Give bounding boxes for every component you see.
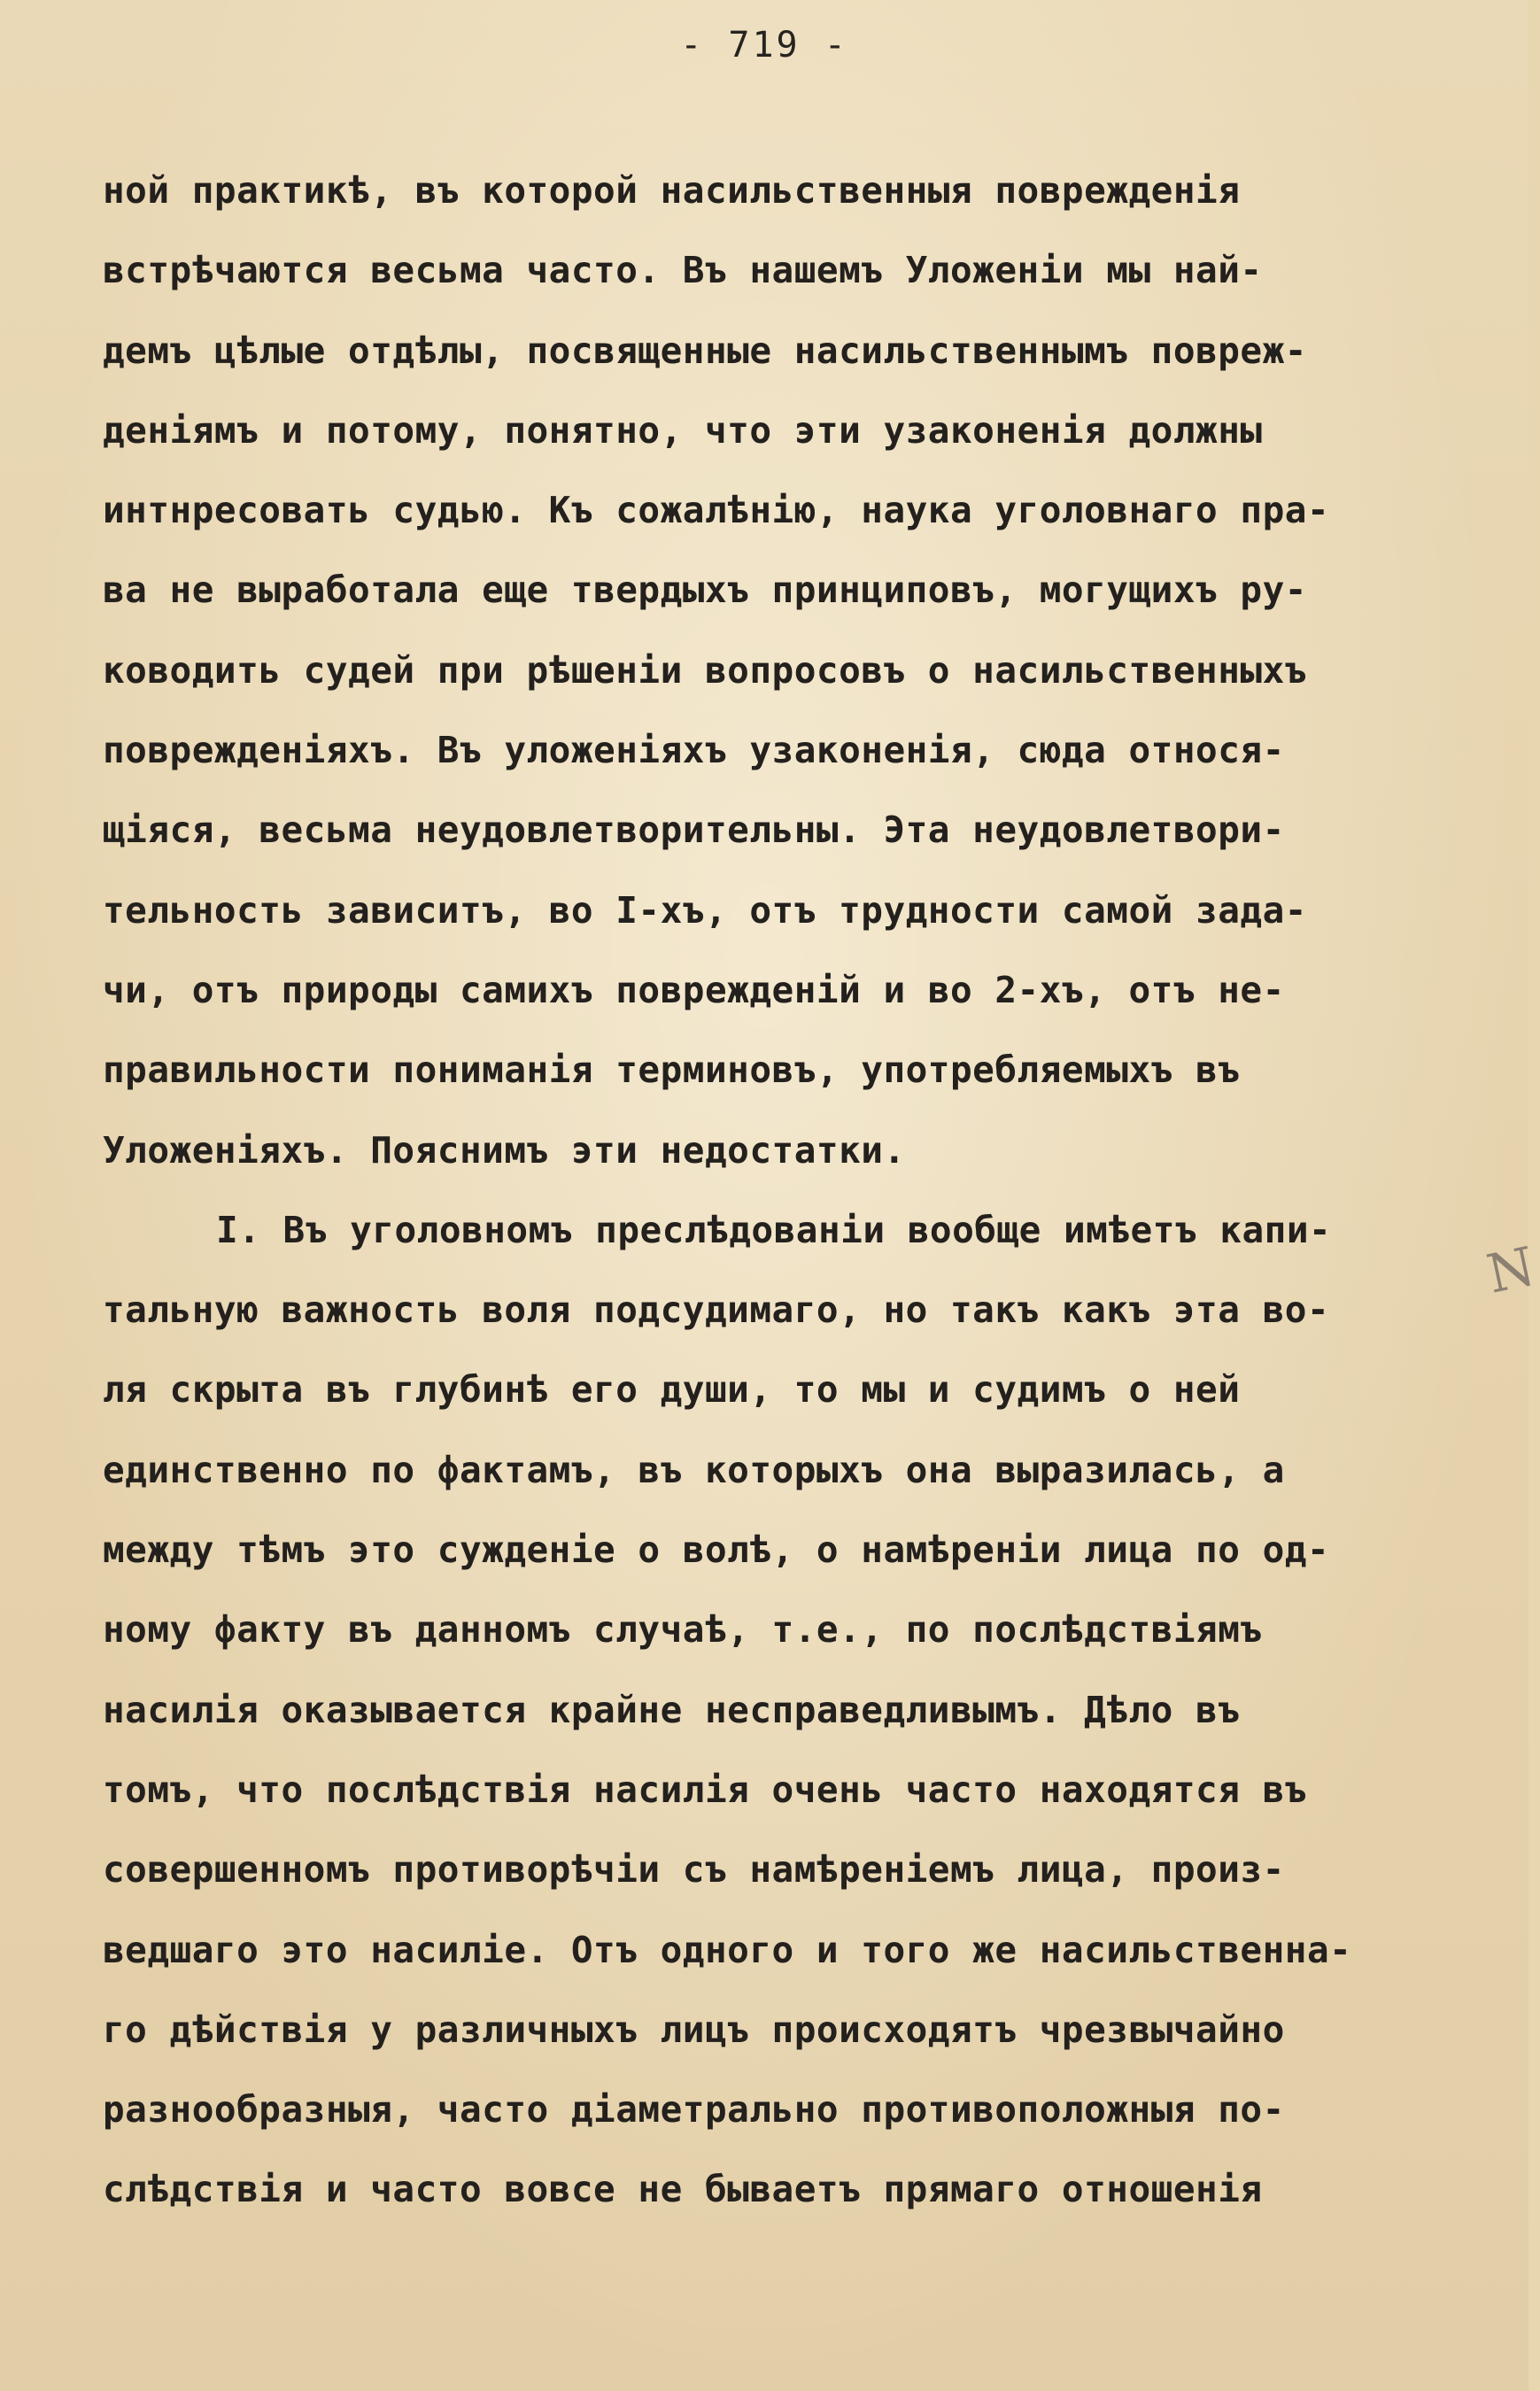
text-line: тальную важность воля подсудимаго, но такъ какъ эта во- (103, 1288, 1330, 1332)
text-line: интнресовать судью. Къ сожалѣнію, наука уголовнаго пра- (103, 489, 1330, 532)
text-line: совершенномъ противорѣчіи съ намѣреніемъ лица, произ- (103, 1848, 1285, 1892)
text-line: чи, отъ природы самихъ поврежденій и во 2-хъ, отъ не- (103, 968, 1285, 1011)
text-line: правильности пониманія терминовъ, употребляемыхъ въ (103, 1048, 1241, 1092)
text-line: поврежденіяхъ. Въ уложеніяхъ узаконенія, сюда относя- (103, 729, 1285, 772)
text-line: ля скрыта въ глубинѣ его души, то мы и судимъ о ней (103, 1368, 1241, 1412)
page-number: - 719 - (680, 25, 848, 66)
text-line: ведшаго это насиліе. Отъ одного и того же насильственна- (103, 1928, 1352, 1971)
body-text (103, 151, 1484, 2230)
text-line: деніямъ и потому, понятно, что эти узаконенія должны (103, 408, 1263, 452)
text-line: го дѣйствія у различныхъ лицъ происходятъ чрезвычайно (103, 2008, 1285, 2051)
text-line: ному факту въ данномъ случаѣ, т.е., по послѣдствіямъ (103, 1608, 1263, 1652)
text-line: тельность зависитъ, во I-хъ, отъ трудности самой зада- (103, 888, 1307, 932)
text-line: Уложеніяхъ. Пояснимъ эти недостатки. (103, 1128, 906, 1172)
text-line: между тѣмъ это сужденіе о волѣ, о намѣреніи лица по од- (103, 1528, 1330, 1572)
text-line: единственно по фактамъ, въ которыхъ она выразилась, а (103, 1448, 1285, 1491)
text-line: щіяся, весьма неудовлетворительны. Эта неудовлетвори- (103, 809, 1285, 852)
text-line: встрѣчаются весьма часто. Въ нашемъ Уложеніи мы най- (103, 249, 1263, 292)
text-line: ководить судей при рѣшеніи вопросовъ о насильственныхъ (103, 648, 1307, 692)
text-line: томъ, что послѣдствія насилія очень часто находятся въ (103, 1768, 1307, 1811)
text-line: ва не выработала еще твердыхъ принциповъ, могущихъ ру- (103, 569, 1307, 612)
text-line: ной практикѣ, въ которой насильственныя поврежденія (103, 169, 1241, 212)
text-line: демъ цѣлые отдѣлы, посвященные насильственнымъ повреж- (103, 329, 1307, 372)
text-line: насилія оказывается крайне несправедливымъ. Дѣло въ (103, 1688, 1241, 1731)
margin-pencil-mark: N (1482, 1235, 1540, 1306)
paragraph-start-line: I. Въ уголовномъ преслѣдованіи вообще имѣетъ капи- (216, 1208, 1332, 1251)
text-line: слѣдствія и часто вовсе не бываетъ прямаго отношенія (103, 2168, 1263, 2211)
text-line: разнообразныя, часто діаметрально противоположныя по- (103, 2088, 1285, 2132)
